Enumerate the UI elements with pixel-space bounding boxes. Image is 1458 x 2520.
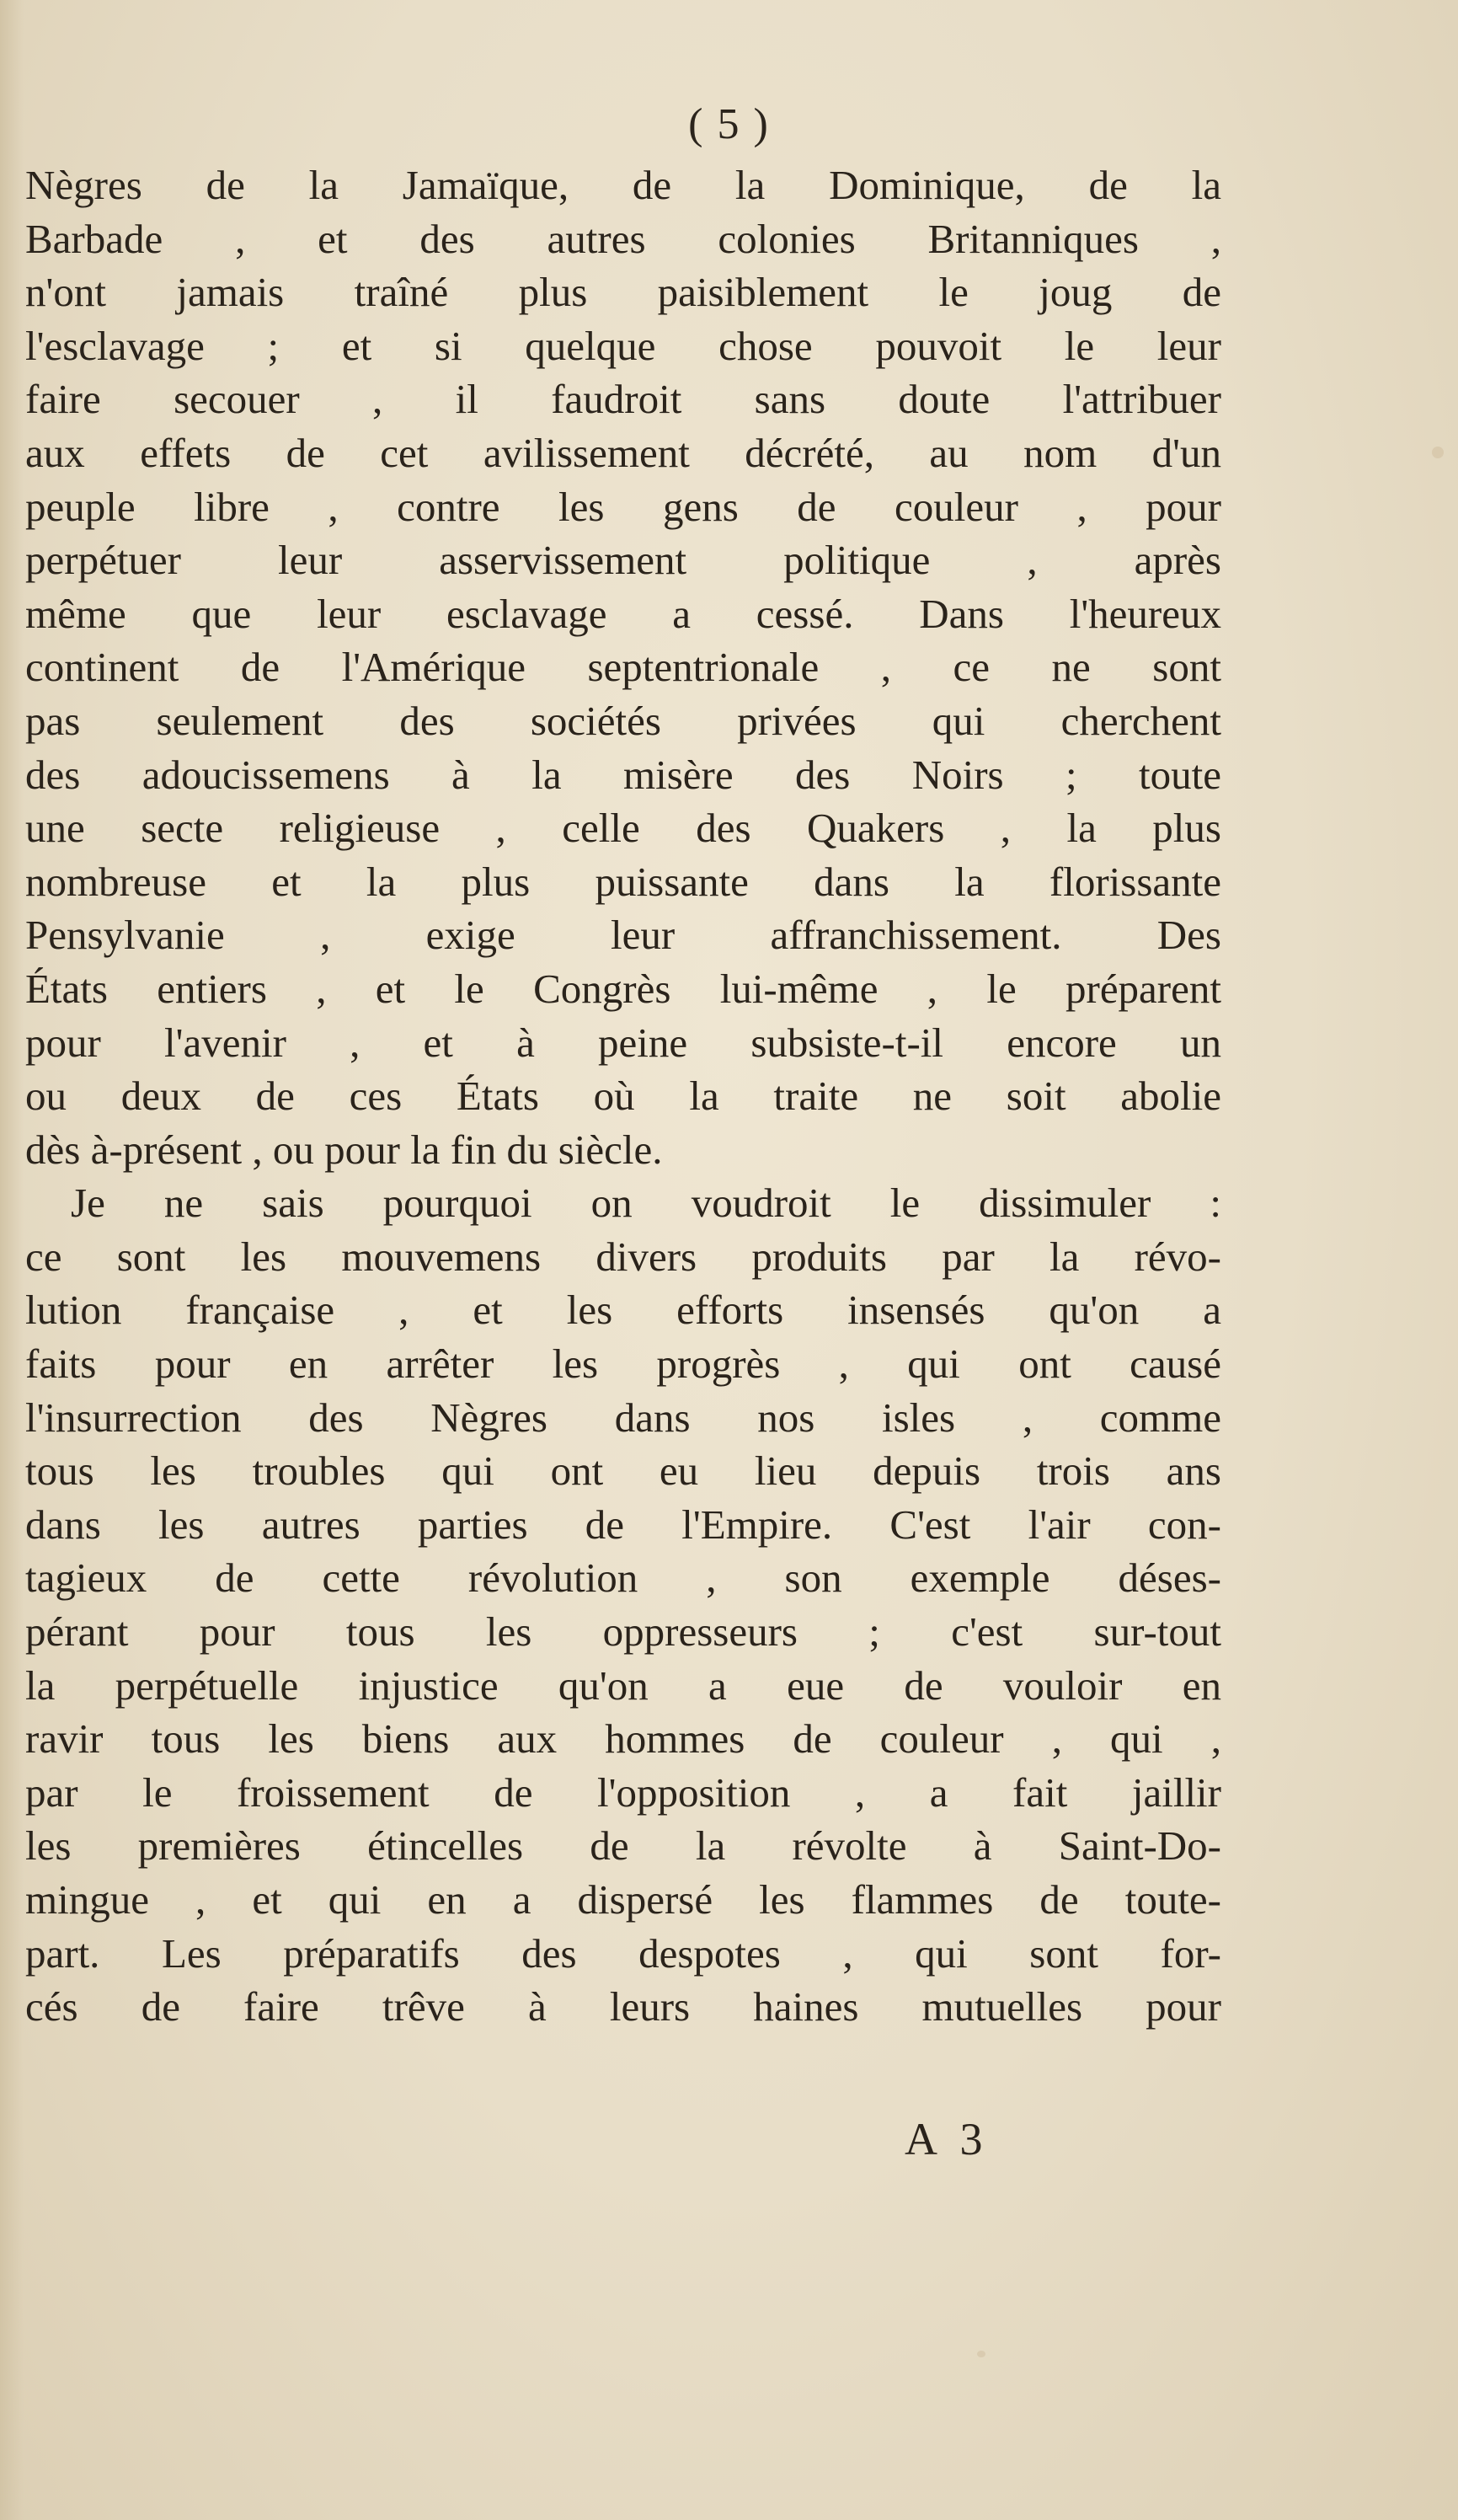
text-line: peuple libre , contre les gens de couleur , pour bbox=[25, 483, 1221, 530]
text-line: pour l'avenir , et à peine subsiste-t-il encore un bbox=[25, 1019, 1221, 1066]
body-text bbox=[25, 158, 1221, 2034]
text-line: l'insurrection des Nègres dans nos isles , comme bbox=[25, 1394, 1221, 1441]
text-line: tous les troubles qui ont eu lieu depuis trois ans bbox=[25, 1447, 1221, 1495]
text-line: la perpétuelle injustice qu'on a eue de vouloir en bbox=[25, 1661, 1221, 1709]
text-line: Nègres de la Jamaïque, de la Dominique, de la bbox=[25, 162, 1221, 208]
text-line: faire secouer , il faudroit sans doute l'attribuer bbox=[25, 376, 1221, 423]
text-line: même que leur esclavage a cessé. Dans l'heureux bbox=[25, 590, 1221, 637]
paper-stain bbox=[977, 2351, 985, 2357]
text-line: continent de l'Amérique septentrionale , ce ne sont bbox=[25, 644, 1221, 691]
text-line: ce sont les mouvemens divers produits par la révo- bbox=[25, 1233, 1221, 1280]
text-line: cés de faire trêve à leurs haines mutuelles pour bbox=[25, 1983, 1221, 2030]
text-line: ou deux de ces États où la traite ne soit abolie bbox=[25, 1073, 1221, 1120]
text-line: aux effets de cet avilissement décrété, au nom d'un bbox=[25, 429, 1221, 476]
text-line: Pensylvanie , exige leur affranchissement. Des bbox=[25, 912, 1221, 959]
text-line: des adoucissemens à la misère des Noirs ; toute bbox=[25, 751, 1221, 798]
page-edge-shadow bbox=[0, 0, 24, 2520]
text-line: États entiers , et le Congrès lui-même , le préparent bbox=[25, 965, 1221, 1012]
text-line: dès à-présent , ou pour la fin du siècle. bbox=[25, 1126, 663, 1173]
text-line: l'esclavage ; et si quelque chose pouvoit le leur bbox=[25, 322, 1221, 369]
text-line: part. Les préparatifs des despotes , qui sont for- bbox=[25, 1929, 1221, 1977]
text-line: dans les autres parties de l'Empire. C'est l'air con- bbox=[25, 1501, 1221, 1548]
page-number: ( 5 ) bbox=[688, 100, 770, 148]
text-line: pérant pour tous les oppresseurs ; c'est sur-tout bbox=[25, 1608, 1221, 1656]
paper-stain bbox=[1432, 447, 1444, 458]
signature-mark: A 3 bbox=[905, 2114, 990, 2164]
text-line: une secte religieuse , celle des Quakers , la plus bbox=[25, 805, 1221, 852]
text-line: nombreuse et la plus puissante dans la florissante bbox=[25, 858, 1221, 905]
text-line: mingue , et qui en a dispersé les flammes de toute- bbox=[25, 1876, 1221, 1923]
text-line: par le froissement de l'opposition , a fait jaillir bbox=[25, 1768, 1221, 1816]
text-line: faits pour en arrêter les progrès , qui ont causé bbox=[25, 1340, 1221, 1388]
text-line: Barbade , et des autres colonies Britanniques , bbox=[25, 215, 1221, 262]
text-line: les premières étincelles de la révolte à Saint-Do- bbox=[25, 1822, 1221, 1870]
text-line: Je ne sais pourquoi on voudroit le dissimuler : bbox=[71, 1180, 1221, 1227]
text-line: n'ont jamais traîné plus paisiblement le joug de bbox=[25, 269, 1221, 316]
text-line: perpétuer leur asservissement politique , après bbox=[25, 537, 1221, 584]
text-line: tagieux de cette révolution , son exemple déses- bbox=[25, 1554, 1221, 1602]
text-line: pas seulement des sociétés privées qui cherchent bbox=[25, 697, 1221, 744]
text-line: ravir tous les biens aux hommes de couleur , qui , bbox=[25, 1715, 1221, 1763]
text-line: lution française , et les efforts insensés qu'on a bbox=[25, 1287, 1221, 1334]
